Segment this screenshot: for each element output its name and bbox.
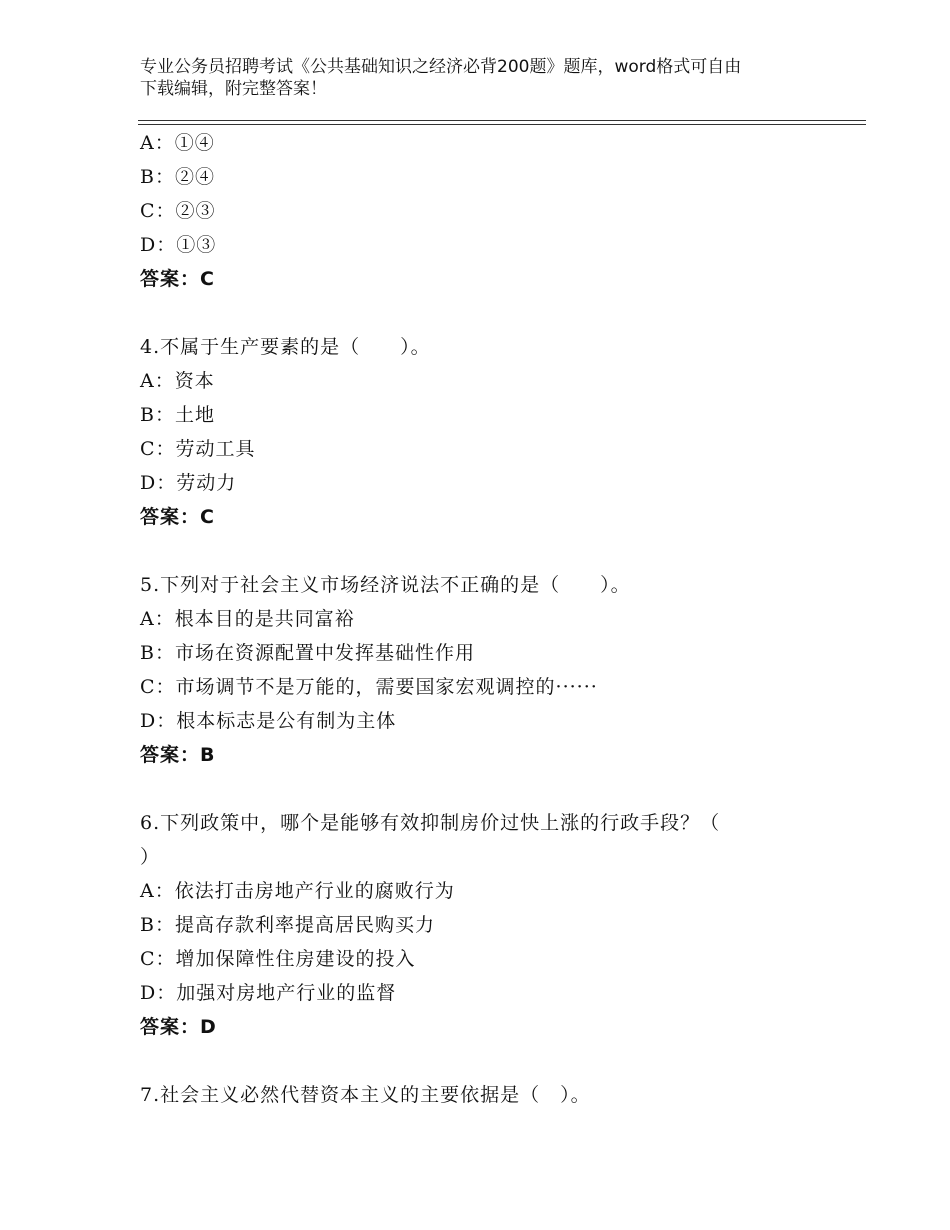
header-rule-top: [138, 120, 866, 121]
document-header: [140, 56, 810, 100]
option-d: D：根本标志是公有制为主体: [140, 710, 397, 732]
header-line-2: 下载编辑，附完整答案！: [140, 79, 327, 99]
answer: 答案：B: [140, 744, 216, 766]
option-b: B：土地: [140, 404, 215, 426]
option-c: C：市场调节不是万能的，需要国家宏观调控的······: [140, 676, 598, 698]
option-b: B：市场在资源配置中发挥基础性作用: [140, 642, 475, 664]
question-6: [140, 806, 840, 1044]
question-title-line-1: 6.下列政策中，哪个是能够有效抑制房价过快上涨的行政手段？（: [140, 812, 721, 834]
option-d: D：①③: [140, 234, 217, 256]
option-a: A：根本目的是共同富裕: [140, 608, 355, 630]
header-line-1: 专业公务员招聘考试《公共基础知识之经济必背200题》题库，word格式可自由: [140, 57, 742, 77]
question-title: 5.下列对于社会主义市场经济说法不正确的是（ ）。: [140, 574, 631, 596]
question-5: [140, 568, 840, 772]
option-b: B：提高存款利率提高居民购买力: [140, 914, 435, 936]
option-a: A：依法打击房地产行业的腐败行为: [140, 880, 455, 902]
question-list: [140, 126, 840, 1112]
answer: 答案：C: [140, 268, 215, 290]
question-title: 7.社会主义必然代替资本主义的主要依据是（ ）。: [140, 1084, 591, 1106]
option-c: C：增加保障性住房建设的投入: [140, 948, 416, 970]
option-a: A：①④: [140, 132, 215, 154]
option-a: A：资本: [140, 370, 215, 392]
answer: 答案：D: [140, 1016, 217, 1038]
question-7: [140, 1078, 840, 1112]
answer: 答案：C: [140, 506, 215, 528]
question-title: 4.不属于生产要素的是（ ）。: [140, 336, 431, 358]
option-c: C：②③: [140, 200, 216, 222]
option-b: B：②④: [140, 166, 215, 188]
question-3: [140, 126, 840, 296]
header-rule-bottom: [138, 124, 866, 125]
question-title-line-2: ）: [140, 846, 161, 868]
question-4: [140, 330, 840, 534]
option-d: D：劳动力: [140, 472, 237, 494]
option-d: D：加强对房地产行业的监督: [140, 982, 397, 1004]
option-c: C：劳动工具: [140, 438, 256, 460]
